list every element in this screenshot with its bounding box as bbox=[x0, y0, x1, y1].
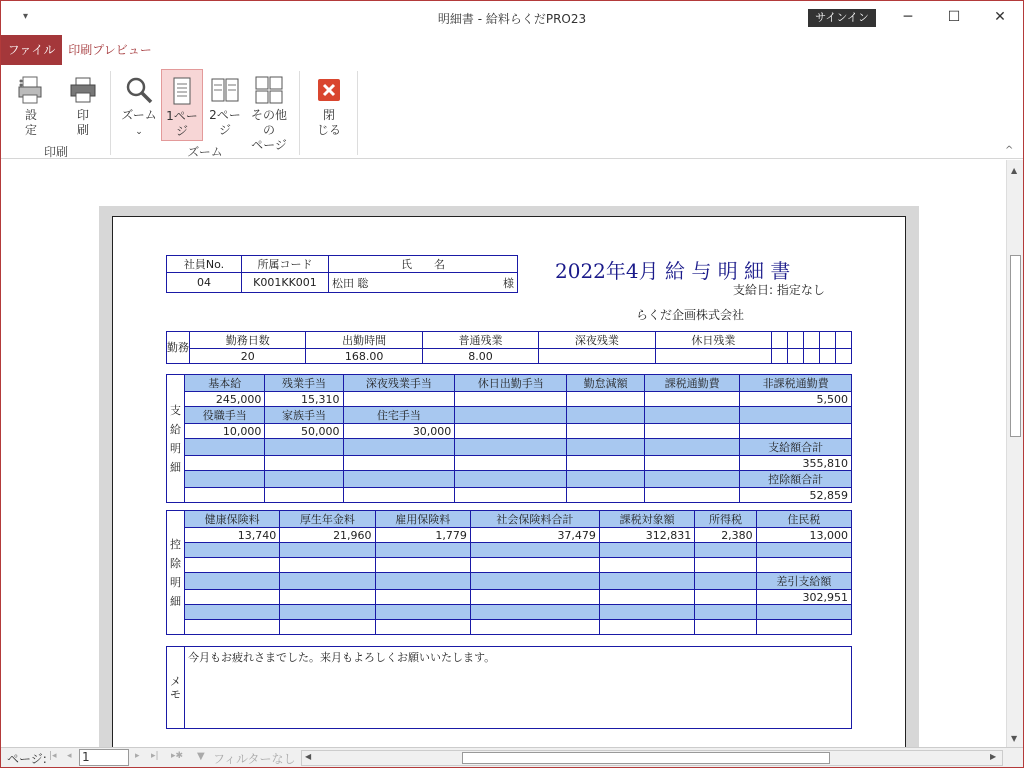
ribbon bbox=[1, 65, 1023, 159]
pay-header: 課税通勤費 bbox=[645, 375, 740, 392]
empty-cell bbox=[265, 488, 343, 503]
pay-table bbox=[166, 374, 852, 503]
empty-cell bbox=[599, 605, 694, 620]
header-dept-code: 所属コード bbox=[242, 256, 329, 273]
empty-cell bbox=[645, 439, 740, 456]
pay-header: 深夜残業手当 bbox=[343, 375, 455, 392]
pay-header: 住宅手当 bbox=[343, 407, 455, 424]
tab-file[interactable]: ファイル bbox=[1, 35, 62, 65]
pay-header: 家族手当 bbox=[265, 407, 343, 424]
net-pay-label: 差引支給額 bbox=[756, 573, 851, 590]
empty-cell bbox=[343, 488, 455, 503]
empty-cell bbox=[567, 439, 645, 456]
horizontal-scroll-thumb[interactable] bbox=[462, 752, 830, 764]
new-record-icon[interactable]: ▸✱ bbox=[171, 751, 184, 761]
work-header bbox=[819, 332, 835, 349]
empty-cell bbox=[375, 605, 470, 620]
group-separator bbox=[299, 71, 300, 155]
ribbon-tabs bbox=[1, 35, 1023, 65]
header-emp-no: 社員No. bbox=[167, 256, 242, 273]
empty-cell bbox=[343, 439, 455, 456]
empty-cell bbox=[695, 573, 756, 590]
pay-total-value: 355,810 bbox=[740, 456, 852, 471]
deduction-value: 312,831 bbox=[599, 528, 694, 543]
pay-date: 支給日: 指定なし bbox=[733, 283, 825, 297]
one-page-label: 1ペー ジ bbox=[166, 109, 198, 138]
memo-label: メモ bbox=[167, 647, 185, 729]
empty-cell bbox=[185, 558, 280, 573]
empty-cell bbox=[280, 573, 375, 590]
empty-cell bbox=[375, 620, 470, 635]
printer-icon bbox=[68, 75, 98, 105]
empty-cell bbox=[375, 558, 470, 573]
work-header bbox=[835, 332, 851, 349]
empty-cell bbox=[280, 543, 375, 558]
title-bar bbox=[1, 1, 1023, 35]
page-setup-icon bbox=[16, 75, 46, 105]
deduction-total-value: 52,859 bbox=[740, 488, 852, 503]
empty-cell bbox=[567, 456, 645, 471]
work-value bbox=[835, 349, 851, 364]
work-label: 勤務 bbox=[167, 332, 190, 364]
dept-code-value: K001KK001 bbox=[242, 273, 329, 293]
work-header: 深夜残業 bbox=[539, 332, 655, 349]
last-page-icon[interactable]: ▸| bbox=[151, 751, 159, 761]
work-value bbox=[539, 349, 655, 364]
deduction-value: 13,740 bbox=[185, 528, 280, 543]
empty-cell bbox=[645, 488, 740, 503]
one-page-button[interactable] bbox=[161, 69, 203, 141]
empty-cell bbox=[695, 543, 756, 558]
work-header bbox=[803, 332, 819, 349]
pay-label: 支給明細 bbox=[167, 375, 185, 503]
work-value bbox=[819, 349, 835, 364]
empty-cell bbox=[695, 590, 756, 605]
collapse-ribbon-icon[interactable]: ^ bbox=[1005, 145, 1014, 156]
empty-cell bbox=[185, 605, 280, 620]
setup-label: 設 定 bbox=[24, 108, 37, 137]
empty-cell bbox=[599, 620, 694, 635]
other-pages-button[interactable] bbox=[246, 69, 292, 152]
memo-text: 今月もお疲れさまでした。来月もよろしくお願いいたします。 bbox=[185, 647, 852, 729]
zoom-dropdown-icon: ⌄ bbox=[135, 127, 143, 137]
empty-cell bbox=[455, 471, 567, 488]
deduction-value: 37,479 bbox=[470, 528, 599, 543]
deduction-header: 厚生年金料 bbox=[280, 511, 375, 528]
pay-value: 30,000 bbox=[343, 424, 455, 439]
two-page-icon bbox=[210, 75, 240, 105]
work-value: 8.00 bbox=[422, 349, 538, 364]
pay-value: 15,310 bbox=[265, 392, 343, 407]
work-header: 出勤時間 bbox=[306, 332, 422, 349]
empty-cell bbox=[280, 605, 375, 620]
company-name: らくだ企画株式会社 bbox=[636, 308, 745, 322]
name-cell bbox=[329, 273, 518, 293]
work-value bbox=[788, 349, 804, 364]
record-navigation-bar bbox=[1, 747, 1023, 767]
next-page-icon[interactable]: ▸ bbox=[135, 751, 140, 761]
work-header bbox=[772, 332, 788, 349]
empty-cell bbox=[599, 543, 694, 558]
first-page-icon[interactable]: |◂ bbox=[49, 751, 57, 761]
pay-value bbox=[567, 424, 645, 439]
deduction-value: 13,000 bbox=[756, 528, 851, 543]
zoom-button[interactable] bbox=[119, 69, 159, 141]
deduction-header: 社会保険料合計 bbox=[470, 511, 599, 528]
empty-cell bbox=[756, 605, 851, 620]
empty-cell bbox=[599, 573, 694, 590]
scroll-right-icon[interactable]: ▶ bbox=[990, 752, 997, 761]
empty-cell bbox=[645, 456, 740, 471]
work-header: 勤務日数 bbox=[190, 332, 306, 349]
filter-status[interactable]: フィルターなし bbox=[213, 752, 296, 766]
empty-cell bbox=[455, 456, 567, 471]
empty-cell bbox=[470, 558, 599, 573]
deduction-total-label: 控除額合計 bbox=[740, 471, 852, 488]
print-button[interactable] bbox=[63, 69, 103, 141]
empty-cell bbox=[185, 439, 265, 456]
empty-cell bbox=[470, 605, 599, 620]
signin-button[interactable]: サインイン bbox=[808, 9, 876, 27]
empty-cell bbox=[756, 620, 851, 635]
work-value bbox=[772, 349, 788, 364]
scroll-down-icon[interactable]: ▼ bbox=[1011, 734, 1018, 743]
empty-cell bbox=[455, 488, 567, 503]
group-separator bbox=[110, 71, 111, 155]
pay-value: 5,500 bbox=[740, 392, 852, 407]
empty-cell bbox=[470, 590, 599, 605]
window-title: 明細書 - 給料らくだPRO23 bbox=[437, 12, 587, 26]
pay-total-label: 支給額合計 bbox=[740, 439, 852, 456]
deduction-label: 控除明細 bbox=[167, 511, 185, 635]
empty-cell bbox=[375, 590, 470, 605]
empty-cell bbox=[756, 558, 851, 573]
memo-table bbox=[166, 646, 852, 729]
empty-cell bbox=[265, 439, 343, 456]
empty-cell bbox=[265, 456, 343, 471]
empty-cell bbox=[185, 543, 280, 558]
pay-value bbox=[645, 424, 740, 439]
empty-cell bbox=[599, 590, 694, 605]
pay-value: 10,000 bbox=[185, 424, 265, 439]
two-page-button[interactable] bbox=[204, 69, 246, 141]
setup-button[interactable] bbox=[11, 69, 51, 141]
emp-no-value: 04 bbox=[167, 273, 242, 293]
multi-page-icon bbox=[254, 75, 284, 105]
empty-cell bbox=[375, 573, 470, 590]
empty-cell bbox=[185, 573, 280, 590]
previous-page-icon[interactable]: ◂ bbox=[67, 751, 72, 761]
empty-cell bbox=[343, 471, 455, 488]
empty-cell bbox=[470, 573, 599, 590]
deduction-header: 健康保険料 bbox=[185, 511, 280, 528]
pay-header bbox=[645, 407, 740, 424]
header-name: 氏 名 bbox=[329, 256, 518, 273]
empty-cell bbox=[185, 456, 265, 471]
pay-value bbox=[343, 392, 455, 407]
pay-header bbox=[740, 407, 852, 424]
page-label: ページ: bbox=[7, 752, 47, 766]
pay-value bbox=[455, 392, 567, 407]
work-value: 20 bbox=[190, 349, 306, 364]
zoom-group-label: ズーム bbox=[187, 145, 223, 159]
payslip-page bbox=[112, 216, 906, 747]
close-preview-label: 閉 じる bbox=[316, 108, 341, 137]
pay-header: 基本給 bbox=[185, 375, 265, 392]
empty-cell bbox=[280, 620, 375, 635]
group-separator bbox=[357, 71, 358, 155]
pay-header: 勤怠減額 bbox=[567, 375, 645, 392]
close-preview-button[interactable] bbox=[309, 69, 349, 141]
pay-header: 休日出勤手当 bbox=[455, 375, 567, 392]
payslip-title: 2022年4月 給 与 明 細 書 bbox=[555, 259, 791, 283]
page-number-input[interactable]: 1 bbox=[79, 749, 129, 766]
employee-header-table bbox=[166, 255, 518, 293]
scroll-up-icon[interactable]: ▲ bbox=[1011, 166, 1018, 175]
print-group-label: 印刷 bbox=[43, 145, 68, 159]
minimize-button[interactable]: ─ bbox=[903, 9, 913, 25]
work-header bbox=[788, 332, 804, 349]
honorific: 様 bbox=[503, 276, 514, 290]
quick-access-dropdown-icon[interactable]: ▾ bbox=[23, 11, 29, 22]
pay-value bbox=[455, 424, 567, 439]
pay-header: 非課税通勤費 bbox=[740, 375, 852, 392]
empty-cell bbox=[343, 456, 455, 471]
pay-value bbox=[740, 424, 852, 439]
empty-cell bbox=[185, 488, 265, 503]
work-value bbox=[655, 349, 771, 364]
two-page-label: 2ペー ジ bbox=[209, 108, 241, 137]
deduction-header: 雇用保険料 bbox=[375, 511, 470, 528]
preview-area bbox=[1, 160, 1006, 747]
pay-value bbox=[645, 392, 740, 407]
empty-cell bbox=[645, 471, 740, 488]
empty-cell bbox=[470, 620, 599, 635]
vertical-scrollbar[interactable] bbox=[1006, 160, 1023, 747]
deduction-header: 住民税 bbox=[756, 511, 851, 528]
name-value: 松田 聡 bbox=[332, 276, 369, 290]
print-label: 印 刷 bbox=[76, 108, 89, 137]
zoom-label: ズーム bbox=[121, 108, 157, 122]
work-header: 休日残業 bbox=[655, 332, 771, 349]
deduction-value: 2,380 bbox=[695, 528, 756, 543]
empty-cell bbox=[567, 488, 645, 503]
empty-cell bbox=[470, 543, 599, 558]
empty-cell bbox=[280, 590, 375, 605]
pay-value: 50,000 bbox=[265, 424, 343, 439]
pay-header: 役職手当 bbox=[185, 407, 265, 424]
other-pages-label: その他の ページ bbox=[250, 108, 287, 152]
deduction-table bbox=[166, 510, 852, 635]
pay-value bbox=[567, 392, 645, 407]
empty-cell bbox=[265, 471, 343, 488]
empty-cell bbox=[695, 605, 756, 620]
empty-cell bbox=[185, 590, 280, 605]
filter-icon: ▼ bbox=[197, 751, 205, 762]
empty-cell bbox=[185, 471, 265, 488]
empty-cell bbox=[280, 558, 375, 573]
pay-header bbox=[455, 407, 567, 424]
vertical-scroll-thumb[interactable] bbox=[1010, 255, 1021, 437]
work-value: 168.00 bbox=[306, 349, 422, 364]
empty-cell bbox=[185, 620, 280, 635]
empty-cell bbox=[455, 439, 567, 456]
empty-cell bbox=[695, 558, 756, 573]
empty-cell bbox=[567, 471, 645, 488]
empty-cell bbox=[756, 543, 851, 558]
deduction-header: 課税対象額 bbox=[599, 511, 694, 528]
work-table bbox=[166, 331, 852, 364]
work-header: 普通残業 bbox=[422, 332, 538, 349]
tab-print-preview[interactable]: 印刷プレビュー bbox=[68, 43, 152, 57]
empty-cell bbox=[695, 620, 756, 635]
horizontal-scrollbar[interactable] bbox=[301, 750, 1003, 766]
net-pay-value: 302,951 bbox=[756, 590, 851, 605]
close-window-button[interactable]: ✕ bbox=[994, 9, 1006, 25]
empty-cell bbox=[599, 558, 694, 573]
maximize-button[interactable]: ☐ bbox=[947, 9, 961, 25]
magnifier-icon bbox=[124, 75, 154, 105]
pay-header: 残業手当 bbox=[265, 375, 343, 392]
one-page-icon bbox=[167, 76, 197, 106]
scroll-left-icon[interactable]: ◀ bbox=[305, 752, 312, 761]
empty-cell bbox=[375, 543, 470, 558]
pay-header bbox=[567, 407, 645, 424]
close-preview-icon bbox=[314, 75, 344, 105]
deduction-header: 所得税 bbox=[695, 511, 756, 528]
deduction-value: 1,779 bbox=[375, 528, 470, 543]
work-value bbox=[803, 349, 819, 364]
pay-value: 245,000 bbox=[185, 392, 265, 407]
deduction-value: 21,960 bbox=[280, 528, 375, 543]
